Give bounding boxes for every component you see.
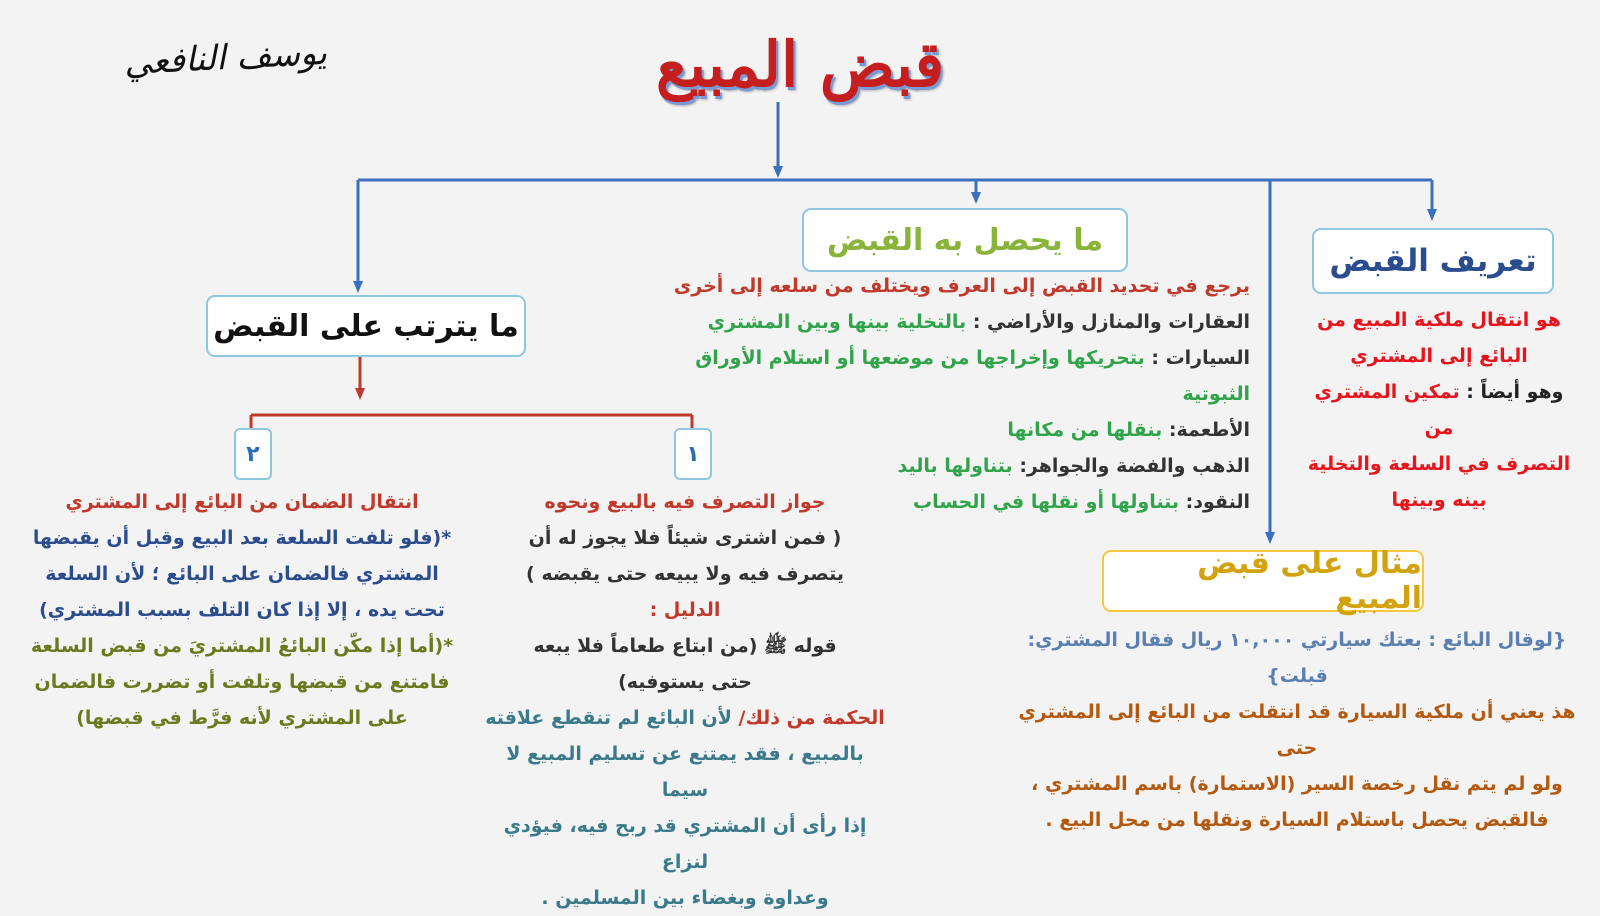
definition-line-2: البائع إلى المشتري <box>1350 345 1528 367</box>
result-1-hadith-line: قوله ﷺ (من ابتاع طعاماً فلا يبعه <box>533 635 837 657</box>
result-1-wisdom-line: بالمبيع ، فقد يمتنع عن تسليم المبيع لا سيما <box>506 743 864 801</box>
result-2-number-label: ٢ <box>246 441 260 467</box>
example-heading: مثال على قبض المبيع <box>1197 546 1422 616</box>
result-2-number <box>234 428 272 480</box>
how-text <box>660 268 1250 520</box>
example-box <box>1102 546 1424 616</box>
how-item <box>660 448 1250 484</box>
result-1-wisdom-line: وعداوة وبغضاء بين المسلمين . <box>541 887 829 909</box>
example-line: هذ يعني أن ملكية السيارة قد انتقلت من البائع إلى المشتري حتى <box>1018 701 1576 759</box>
result-1-number-label: ١ <box>686 441 700 467</box>
how-item <box>660 412 1250 448</box>
result-2-text-line: *(أما إذا مكّن البائعُ المشتريَ من قبض السلعة <box>30 635 454 657</box>
example-text <box>1002 622 1592 838</box>
result-1-title: جواز التصرف فيه بالبيع ونحوه <box>544 491 826 513</box>
definition-also-label: وهو أيضاً : <box>1466 381 1564 403</box>
how-item-key: النقود: <box>1185 491 1250 513</box>
example-line: فالقبض يحصل باستلام السيارة ونقلها من محل البيع . <box>1045 809 1549 831</box>
how-item-value: بالتخلية بينها وبين المشتري <box>707 311 967 333</box>
results-connector <box>251 354 692 428</box>
result-1-text-line: ( فمن اشترى شيئاً فلا يجوز له أن <box>528 527 842 549</box>
how-item <box>660 304 1250 340</box>
result-2-text-line: المشتري فالضمان على البائع ؛ لأن السلعة <box>45 563 439 585</box>
example-line: ولو لم يتم نقل رخصة السير (الاستمارة) باسم المشتري ، <box>1031 773 1563 795</box>
definition-box <box>1312 228 1554 294</box>
result-1-text <box>480 484 890 916</box>
definition-line-4: التصرف في السلعة والتخلية <box>1307 453 1571 475</box>
how-item-key: الأطعمة: <box>1168 419 1250 441</box>
definition-heading: تعريف القبض <box>1329 243 1537 279</box>
result-1-text-line: يتصرف فيه ولا يبيعه حتى يقبضه ) <box>526 563 844 585</box>
definition-line-3: تمكين المشتري من <box>1314 381 1460 439</box>
result-2-text-line: تحت يده ، إلا إذا كان التلف بسبب المشتري) <box>39 599 445 621</box>
results-heading: ما يترتب على القبض <box>213 308 519 344</box>
result-1-wisdom-line: إذا رأى أن المشتري قد ربح فيه، فيؤدي لنزاع <box>503 815 867 873</box>
page-title: قبض المبيع <box>655 28 945 101</box>
result-1-number <box>674 428 712 480</box>
results-box <box>206 295 526 357</box>
author-signature: يوسف النافعي <box>123 32 328 84</box>
result-2-text <box>16 484 468 736</box>
result-1-wisdom-line: لأن البائع لم تنقطع علاقته <box>485 707 732 729</box>
example-quote: {لوقال البائع : بعتك سيارتي ١٠,٠٠٠ ريال فقال المشتري: قبلت} <box>1027 629 1567 687</box>
definition-line-5: بينه وبينها <box>1391 489 1487 511</box>
how-item-key: السيارات : <box>1151 347 1250 369</box>
result-1-evidence-label: الدليل : <box>649 599 721 621</box>
how-heading: ما يحصل به القبض <box>826 222 1104 258</box>
result-2-text-line: *(فلو تلفت السلعة بعد البيع وقبل أن يقبضها <box>32 527 452 549</box>
result-2-text-line: فامتنع من قبضها وتلفت أو تضررت فالضمان <box>34 671 450 693</box>
definition-text <box>1298 302 1580 518</box>
result-1-wisdom-label: الحكمة من ذلك/ <box>738 707 885 729</box>
how-item-value: بنقلها من مكانها <box>1007 419 1163 441</box>
how-intro: يرجع في تحديد القبض إلى العرف ويختلف من سلعه إلى أخرى <box>673 275 1250 297</box>
definition-line-1: هو انتقال ملكية المبيع من <box>1317 309 1561 331</box>
how-item <box>660 340 1250 412</box>
result-1-hadith-line: حتى يستوفيه) <box>618 671 752 693</box>
how-item-key: العقارات والمنازل والأراضي : <box>972 311 1250 333</box>
result-2-title: انتقال الضمان من البائع إلى المشتري <box>65 491 419 513</box>
how-item-value: بتناولها أو نقلها في الحساب <box>913 491 1180 513</box>
how-box <box>802 208 1128 272</box>
how-item-value: بتناولها باليد <box>897 455 1013 477</box>
result-2-text-line: على المشتري لأنه فرَّط في قبضها) <box>76 707 408 729</box>
how-item-key: الذهب والفضة والجواهر: <box>1019 455 1250 477</box>
how-item-value: بتحريكها وإخراجها من موضعها أو استلام الأوراق الثبوتية <box>695 347 1250 405</box>
